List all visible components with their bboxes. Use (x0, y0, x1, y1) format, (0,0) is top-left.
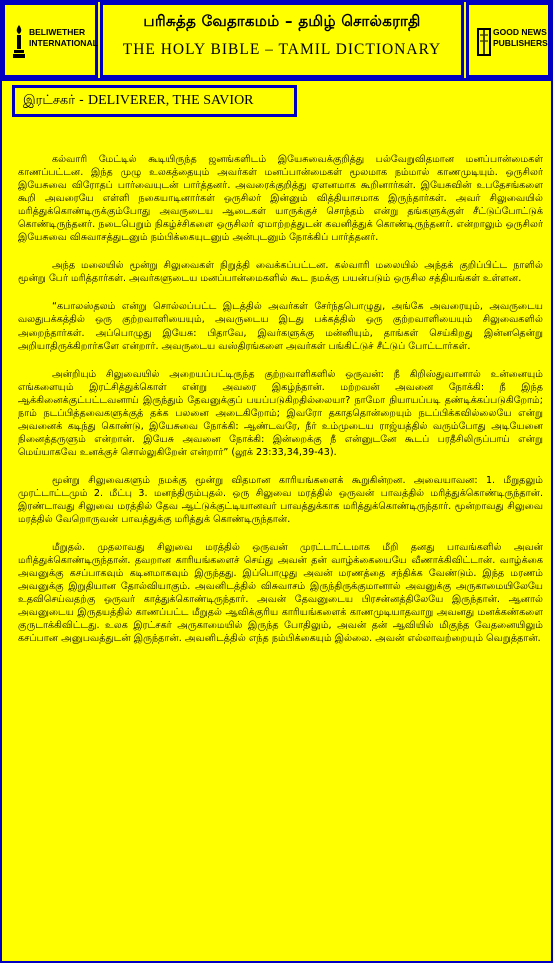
paragraph: மூன்று சிலுவைகளும் நமக்கு மூன்று விதமான காரியங்களைக் கூறுகின்றன. அவையாவன: 1. மீறுதலும் முரட்டாட்டமும் 2. மீட்பு 3. மனந்திரும்புதல். ஒரு சிலுவை மரத்தில் ஒருவன் பாவத்தில் மரித்துக்கொண்டிருந்தான். இரண்டாவது சிலுவை மரத்தில் தேவ ஆட்டுக்குட்டியானவர் பாவத்துக்காக மரித்துக்கொண்டிருந்தார். மூன்றாவது சிலுவை மரத்தில் வேறொருவன் பாவத்துக்கு மரித்துக் கொண்டிருந்தான். (18, 474, 543, 526)
lamp-logo-icon (13, 23, 25, 61)
entry-dash: - (75, 93, 88, 108)
paragraph: அன்றியும் சிலுவையில் அறையப்பட்டிருந்த குற்றவாளிகளில் ஒருவன்: நீ கிறிஸ்துவானால் உன்னையும் எங்களையும் இரட்சித்துக்கொள் என்று அவரை இகழ்ந்தான். மற்றவன் அவனை நோக்கி: நீ இந்த ஆக்கினைக்குட்பட்டவனாய் இருந்தும் தேவனுக்குப் பயப்படுகிறதில்லையா? நாமோ நியாயப்படி தண்டிக்கப்படுகிறோம்; நாம் நடப்பித்தவைகளுக்குத் தக்க பலனை அடைகிறோம்; இவரோ தகாததொன்றையும் நடப்பிக்கவில்லையே என்று அவனைக் கடிந்து கொண்டு, இயேசுவை நோக்கி: ஆண்டவரே, நீர் உம்முடைய ராஜ்யத்தில் வரும்போது அடியேனை நினைத்தருளும் என்றான். இயேசு அவனை நோக்கி: இன்றைக்கு நீ என்னுடனே கூடப் பரதீசிலிருப்பாய் என்று மெய்யாகவே உனக்குச் சொல்லுகிறேன் என்றார்” (லூக் 23:33,34,39-43). (18, 368, 543, 458)
book-logo-icon (477, 23, 491, 61)
publisher-logo-left (2, 2, 98, 78)
title-english: THE HOLY BIBLE – TAMIL DICTIONARY (122, 41, 442, 58)
logo-text-left: BELIWETHER INTERNATIONAL (29, 27, 98, 48)
title-tamil: பரிசுத்த வேதாகமம் – தமிழ் சொல்கராதி (143, 12, 421, 30)
paragraph: “கபாலஸ்தலம் என்று சொல்லப்பட்ட இடத்தில் அவர்கள் சேர்ந்தபொழுது, அங்கே அவரையும், அவருடைய வலதுபக்கத்தில் ஒரு குற்றவாளியையும், அவருடைய இடது பக்கத்தில் ஒரு குற்றவாளியையும் சிலுவைகளில் அறைந்தார்கள். அப்பொழுது இயேசு: பிதாவே, இவர்களுக்கு மன்னியும், தாங்கள் செய்கிறது இன்னதென்று அறியாதிருக்கிறார்களே என்றார். அவருடைய வஸ்திரங்களை அவர்கள் பங்கிட்டுச் சீட்டுப் போட்டார்கள். (18, 301, 543, 352)
article-body (18, 153, 543, 661)
paragraph: கல்வாரி மேட்டில் கூடியிருந்த ஜனங்களிடம் இயேசுவைக்குறித்து பல்வேறுவிதமான மனப்பான்மைகள் காணப்பட்டன. இந்த முழு உலகத்தையும் அவர்கள் மனப்பான்மைகள் மூலமாக நம்மால் காணமுடியும். ஒருசிலர் இயேசுவை விரோதப் பார்வையுடன் பார்த்தனர். அவரைக்குறித்து ஏளனமாக கூறினார்கள். இயேசுவின் உபதேசங்களை கூறி அவரையே எள்ளி நகையாடினார்கள் ஒருசிலர் இன்னும் வித்தியாசமாக இருந்தார்கள். அவர் சிலுவையில் மரித்துக்கொண்டிருக்கும்போது அவருடைய ஆடைகள் யாருக்குச் சொந்தம் என்று தங்களுக்குள் சீட்டுப்போட்டுக் கொண்டிருந்தனர். நடைபெறும் நிகழ்ச்சிகளை ஒருசிலர் ஏமாற்றத்துடன் கவனித்துக் கொண்டிருந்தனர். என்றாலும் ஒருசிலர் இயேசுவை விசுவாசத்துடனும் நம்பிக்கையுடனும் அன்புடனும் நோக்கிப் பார்த்தனர். (18, 154, 543, 244)
entry-term-english: DELIVERER, THE SAVIOR (87, 93, 254, 108)
header-title-box (100, 2, 464, 78)
paragraph: மீறுதல். முதலாவது சிலுவை மரத்தில் ஒருவன் முரட்டாட்டமாக மீறி தனது பாவங்களில் அவன் மரித்துக்கொண்டிருந்தான். தவறான காரியங்களைச் செய்து அவன் தன் வாழ்க்கையையே வீணாக்கிவிட்டான். வாழ்க்கை அவனுக்கு கசப்பாகவும் கடினமாகவும் இருந்தது. இப்பொழுது அவன் மரணத்தை சந்திக்க வேண்டும். இந்த மரணம் அவனுக்கு இறுதியான தோல்வியாகும். அவனிடத்தில் விசுவாசம் இருந்திருக்குமானால் அவனுக்கு அருகாமையிலேயே உதவிசெய்வதற்கு ஒருவர் காத்துக்கொண்டிருந்தார். அவன் தேவனுடைய பிரசன்னத்திலேயே இருந்தான். ஆனால் அவனுடைய இருதயத்தில் காணப்பட்ட மீறுதல் ஆவிக்குரிய காரியங்களைக் காணமுடியாதவாறு அவனது மனக்கண்களை குருடாக்கிவிட்டது. உலக இரட்சகர் அருகாமையில் இருந்த போதிலும், அவன் தன் ஆவியில் மிகுந்த வேதனையிலும் கசப்பான அனுபவத்துடன் இருந்தான். அவனிடத்தில் எந்த நம்பிக்கையும் இல்லை. அவன் எல்லாவற்றையும் வெறுத்தான். (18, 542, 543, 645)
entry-heading (12, 85, 297, 117)
header-divider (2, 78, 551, 81)
entry-term-tamil: இரட்சகர் (23, 93, 76, 108)
paragraph: அந்த மலையில் மூன்று சிலுவைகள் நிறுத்தி வைக்கப்பட்டன. கல்வாரி மலையில் அந்தக் குறிப்பிட்ட நாளில் மூன்று பேர் மரித்தார்கள். அவர்களுடைய மனப்பான்மைகளில் கூட நமக்கு பயன்படும் ஒருசில சத்தியங்கள் உள்ளன. (18, 260, 543, 285)
publisher-logo-right (466, 2, 551, 78)
logo-text-right: GOOD NEWS PUBLISHERS (493, 27, 548, 48)
